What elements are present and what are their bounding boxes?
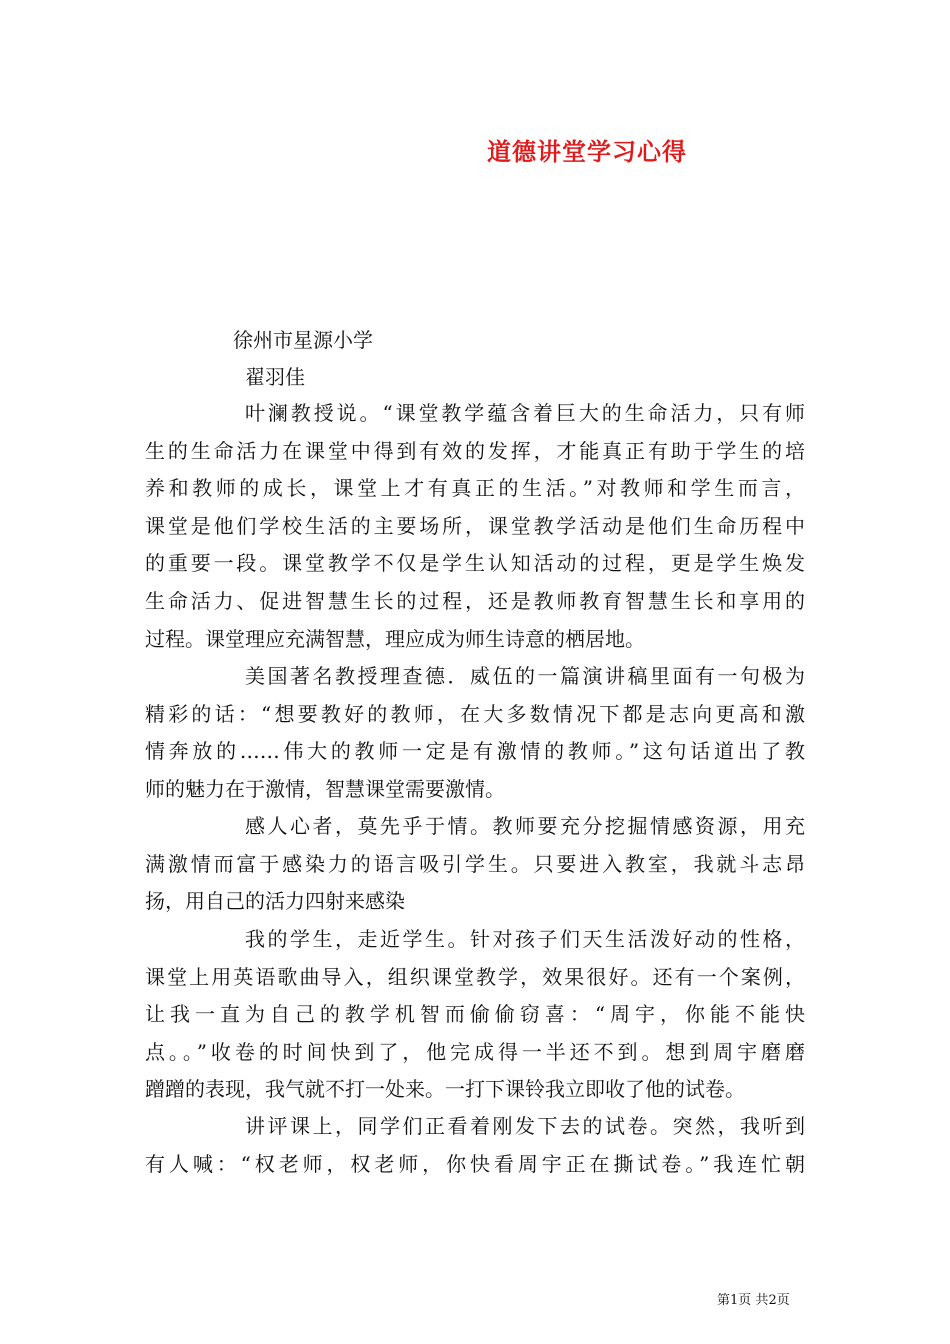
text-line: 养和教师的成长，课堂上才有真正的生活。”对教师和学生而言， [145, 476, 805, 501]
footer-middle: 页 共 [738, 1293, 769, 1308]
text-line: 感人心者，莫先乎于情。教师要充分挖掘情感资源，用充 [245, 814, 805, 838]
page-footer [717, 1289, 790, 1308]
text-line: 过程。课堂理应充满智慧，理应成为师生诗意的栖居地。 [145, 626, 645, 651]
text-line: 让我一直为自己的教学机智而偷偷窃喜：“周宇，你能不能快 [145, 1002, 805, 1027]
text-line: 美国著名教授理查德．威伍的一篇演讲稿里面有一句极为 [245, 664, 805, 688]
text-line: 有人喊：“权老师，权老师，你快看周宇正在撕试卷。”我连忙朝 [145, 1151, 805, 1176]
footer-page-number: 1 [730, 1293, 739, 1308]
text-line: 生的生命活力在课堂中得到有效的发挥，才能真正有助于学生的培 [145, 438, 805, 463]
text-line: 情奔放的……伟大的教师一定是有激情的教师。”这句话道出了教 [145, 739, 805, 764]
text-line: 精彩的话：“想要教好的教师，在大多数情况下都是志向更高和激 [145, 701, 805, 726]
author-name: 翟羽佳 [245, 365, 305, 389]
text-line: 叶澜教授说。“课堂教学蕴含着巨大的生命活力，只有师 [245, 401, 805, 425]
text-line: 我的学生，走近学生。针对孩子们天生活泼好动的性格， [245, 927, 805, 951]
text-line: 课堂是他们学校生活的主要场所，课堂教学活动是他们生命历程中 [145, 513, 805, 538]
text-line: 蹭蹭的表现，我气就不打一处来。一打下课铃我立即收了他的试卷。 [145, 1077, 745, 1102]
document-title: 道德讲堂学习心得 [487, 138, 687, 166]
school-name: 徐州市星源小学 [233, 328, 373, 352]
text-line: 满激情而富于感染力的语言吸引学生。只要进入教室，我就斗志昂 [145, 851, 805, 876]
text-line: 点。。”收卷的时间快到了，他完成得一半还不到。想到周宇磨磨 [145, 1039, 805, 1064]
text-line: 的重要一段。课堂教学不仅是学生认知活动的过程，更是学生焕发 [145, 551, 805, 576]
paragraph-5 [145, 1108, 805, 1183]
text-line: 讲评课上，同学们正看着刚发下去的试卷。突然，我听到 [245, 1114, 805, 1138]
footer-prefix: 第 [717, 1293, 731, 1308]
footer-total-pages: 2 [768, 1293, 777, 1308]
text-line: 生命活力、促进智慧生长的过程，还是教师教育智慧生长和享用的 [145, 588, 805, 613]
paragraph-2 [145, 658, 805, 808]
footer-suffix: 页 [776, 1293, 790, 1308]
text-line: 师的魅力在于激情，智慧课堂需要激情。 [145, 776, 505, 801]
text-line: 课堂上用英语歌曲导入，组织课堂教学，效果很好。还有一个案例， [145, 964, 805, 989]
text-line: 扬，用自己的活力四射来感染 [145, 889, 405, 914]
paragraph-1 [145, 395, 805, 658]
paragraph-3 [145, 808, 805, 921]
paragraph-4 [145, 921, 805, 1109]
